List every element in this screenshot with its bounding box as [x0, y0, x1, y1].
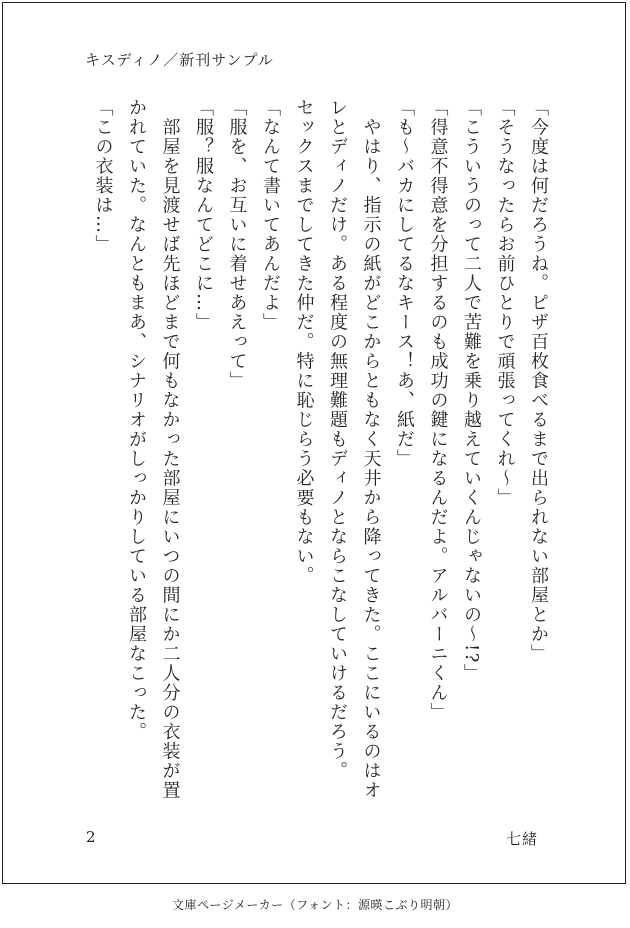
page-header-title: キスディノ／新刊サンプル [85, 51, 274, 69]
body-text [86, 98, 555, 798]
body-line: 「この衣装は…」 [92, 98, 114, 254]
body-line: 「そうなったらお前ひとりで頑張ってくれ～」 [494, 98, 516, 508]
body-line: 「今度は何だろうね。ピザ百枚食べるまで出られない部屋とか」 [528, 98, 549, 664]
body-line: 「こういうのって二人で苦難を乗り越えていくんじゃないの～!?」 [461, 98, 482, 684]
body-line: 「服？服なんてどこに…」 [193, 98, 214, 332]
body-line: レとディノだけ。ある程度の無理難題もディノとならこなしていけるだろう。 [327, 98, 348, 781]
body-line: セックスまでしてきた仲だ。特に恥じらう必要もない。 [293, 98, 315, 586]
page-number: 2 [86, 828, 96, 846]
author-name: 七緒 [505, 830, 538, 848]
body-line: 部屋を見渡せば先ほどまで何もなかった部屋にいつの間にか二人分の衣装が置 [159, 98, 181, 800]
caption-text: 文庫ページメーカー（フォント：源暎こぶり明朝） [171, 898, 459, 912]
page-frame [2, 2, 626, 884]
body-line: かれていた。なんともまあ、シナリオがしっかりしている部屋なこった。 [126, 98, 147, 742]
body-line: 「得意不得意を分担するのも成功の鍵になるんだよ。アルバーニくん」 [427, 98, 449, 722]
body-line: 「なんて書いてあんだよ」 [260, 98, 281, 332]
body-line: やはり、指示の紙がどこからともなく天井から降ってきた。ここにいるのはオ [360, 98, 382, 800]
body-line: 「も～バカにしてるなキース！あ、紙だ」 [394, 98, 415, 469]
body-line: 「服を、お互いに着せあえって」 [226, 98, 248, 391]
